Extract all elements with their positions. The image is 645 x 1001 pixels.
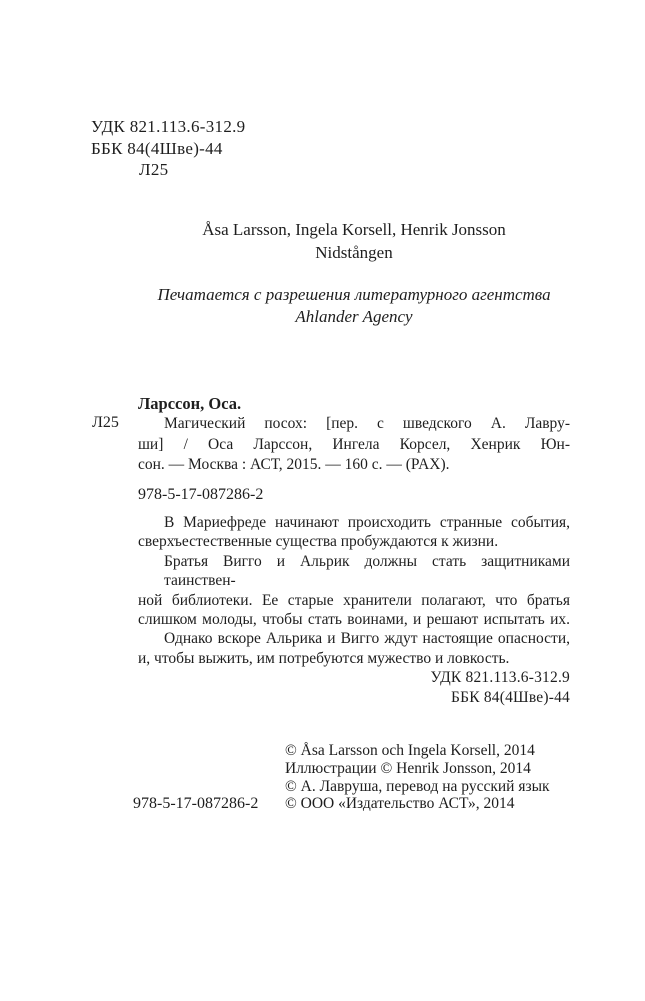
annotation-line: Однако вскоре Альрика и Вигго ждут настоящие опасности, (164, 630, 570, 648)
udk-code-right: УДК 821.113.6-312.9 (430, 669, 570, 687)
card-author-heading: Ларссон, Оса. (138, 394, 242, 413)
card-description-line: ши] / Оса Ларссон, Ингела Корсел, Хенрик Юн- (138, 435, 570, 453)
author-sign-code: Л25 (139, 160, 169, 179)
card-description-line: Магический посох: [пер. с шведского А. Лавру- (164, 415, 570, 432)
annotation-line: В Мариефреде начинают происходить странные события, (164, 514, 570, 531)
copyright-line: © ООО «Издательство АСТ», 2014 (285, 795, 515, 813)
top-classification-block (91, 116, 245, 181)
agency-permission-note (138, 284, 570, 328)
isbn-bottom: 978-5-17-087286-2 (133, 795, 259, 812)
card-margin-code: Л25 (92, 414, 119, 431)
original-title: Nidstången (315, 243, 393, 262)
original-authors: Åsa Larsson, Ingela Korsell, Henrik Jonsson (202, 220, 506, 239)
annotation-line: слишком молоды, чтобы стать воинами, и решают испытать их. (138, 611, 570, 629)
original-authors-block (138, 218, 570, 264)
annotation-line: и, чтобы выжить, им потребуются мужество и ловкость. (138, 649, 510, 667)
copyright-block (285, 742, 550, 813)
card-description-line: сон. — Москва : АСТ, 2015. — 160 с. — (PAX). (138, 456, 450, 473)
annotation-line: сверхъестественные существа пробуждаются к жизни. (138, 533, 499, 551)
annotation-block (138, 513, 570, 707)
copyright-line: © Åsa Larsson och Ingela Korsell, 2014 (285, 742, 535, 759)
copyright-line: © А. Лавруша, перевод на русский язык (285, 777, 550, 795)
annotation-line: ной библиотеки. Ее старые хранители полагают, что братья (138, 591, 570, 609)
agency-note-line: Печатается с разрешения литературного агентства (157, 285, 551, 304)
udk-code: УДК 821.113.6-312.9 (91, 117, 246, 136)
copyright-line: Иллюстрации © Henrik Jonsson, 2014 (285, 759, 531, 777)
bbk-code-right: ББК 84(4Шве)-44 (451, 688, 570, 706)
agency-name: Ahlander Agency (295, 307, 413, 326)
card-isbn: 978-5-17-087286-2 (138, 485, 264, 503)
catalog-card (138, 393, 570, 505)
annotation-line: Братья Вигго и Альрик должны стать защитниками таинствен- (164, 552, 570, 590)
bbk-code: ББК 84(4Шве)-44 (91, 138, 223, 158)
